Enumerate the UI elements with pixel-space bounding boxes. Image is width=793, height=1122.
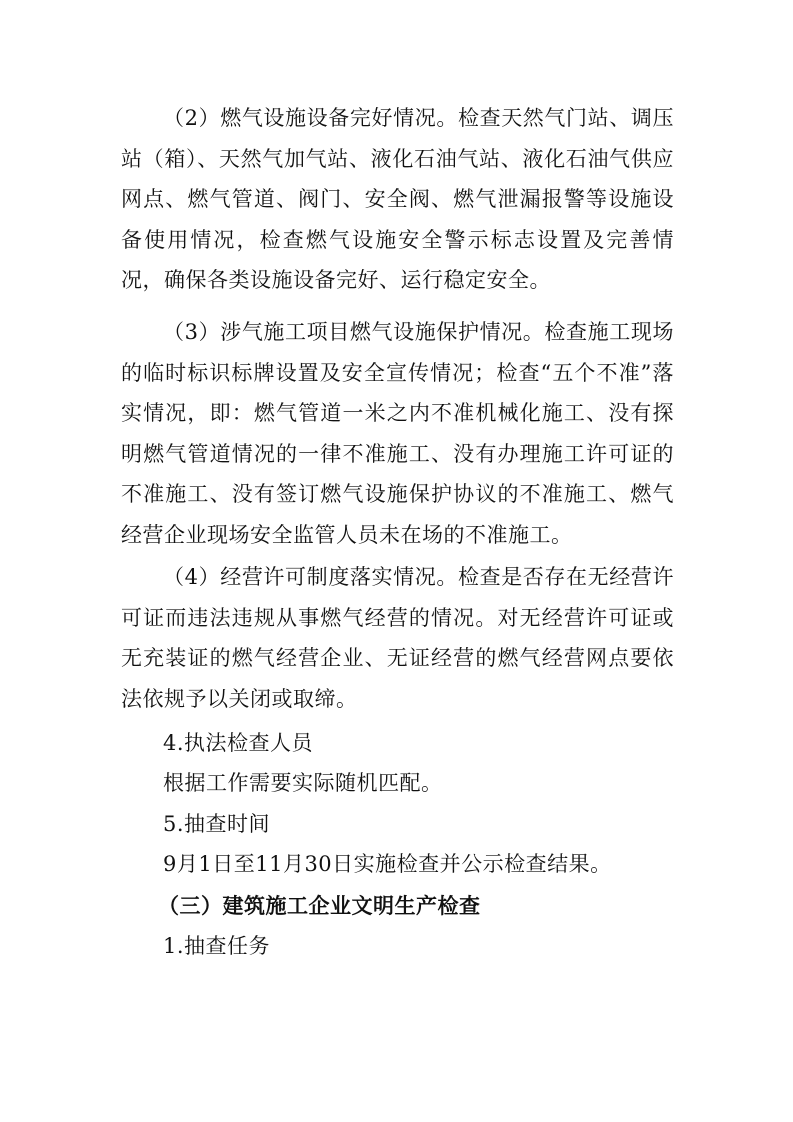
item-schedule-title: 5.抽查时间 — [163, 812, 271, 836]
item-inspector-title: 4.执法检查人员 — [163, 731, 314, 755]
paragraph-gas-facility-condition: （2）燃气设施设备完好情况。检查天然气门站、调压站（箱）、天然气加气站、液化石油气站、液化石油气供应网点、燃气管道、阀门、安全阀、燃气泄漏报警等设施设备使用情况，检查燃气设施安全警示标志设置及完善情况，确保各类设施设备完好、运行稳定安全。 — [121, 106, 674, 292]
paragraph-license-implementation: （4）经营许可制度落实情况。检查是否存在无经营许可证而违法违规从事燃气经营的情况。对无经营许可证或无充装证的燃气经营企业、无证经营的燃气经营网点要依法依规予以关闭或取缔。 — [121, 565, 674, 711]
item-inspector-text: 根据工作需要实际随机匹配。 — [163, 771, 443, 795]
item-task-title: 1.抽查任务 — [163, 934, 271, 958]
item-schedule-text: 9月1日至11月30日实施检查并公示检查结果。 — [163, 852, 612, 876]
section-heading: （三）建筑施工企业文明生产检查 — [158, 894, 481, 918]
paragraph-construction-protection: （3）涉气施工项目燃气设施保护情况。检查施工现场的临时标识标牌设置及安全宣传情况；检查“五个不准”落实情况，即：燃气管道一米之内不准机械化施工、没有探明燃气管道情况的一律不准施工、没有办理施工许可证的不准施工、没有签订燃气设施保护协议的不准施工、燃气经营企业现场安全监管人员未在场的不准施工。 — [121, 320, 674, 547]
